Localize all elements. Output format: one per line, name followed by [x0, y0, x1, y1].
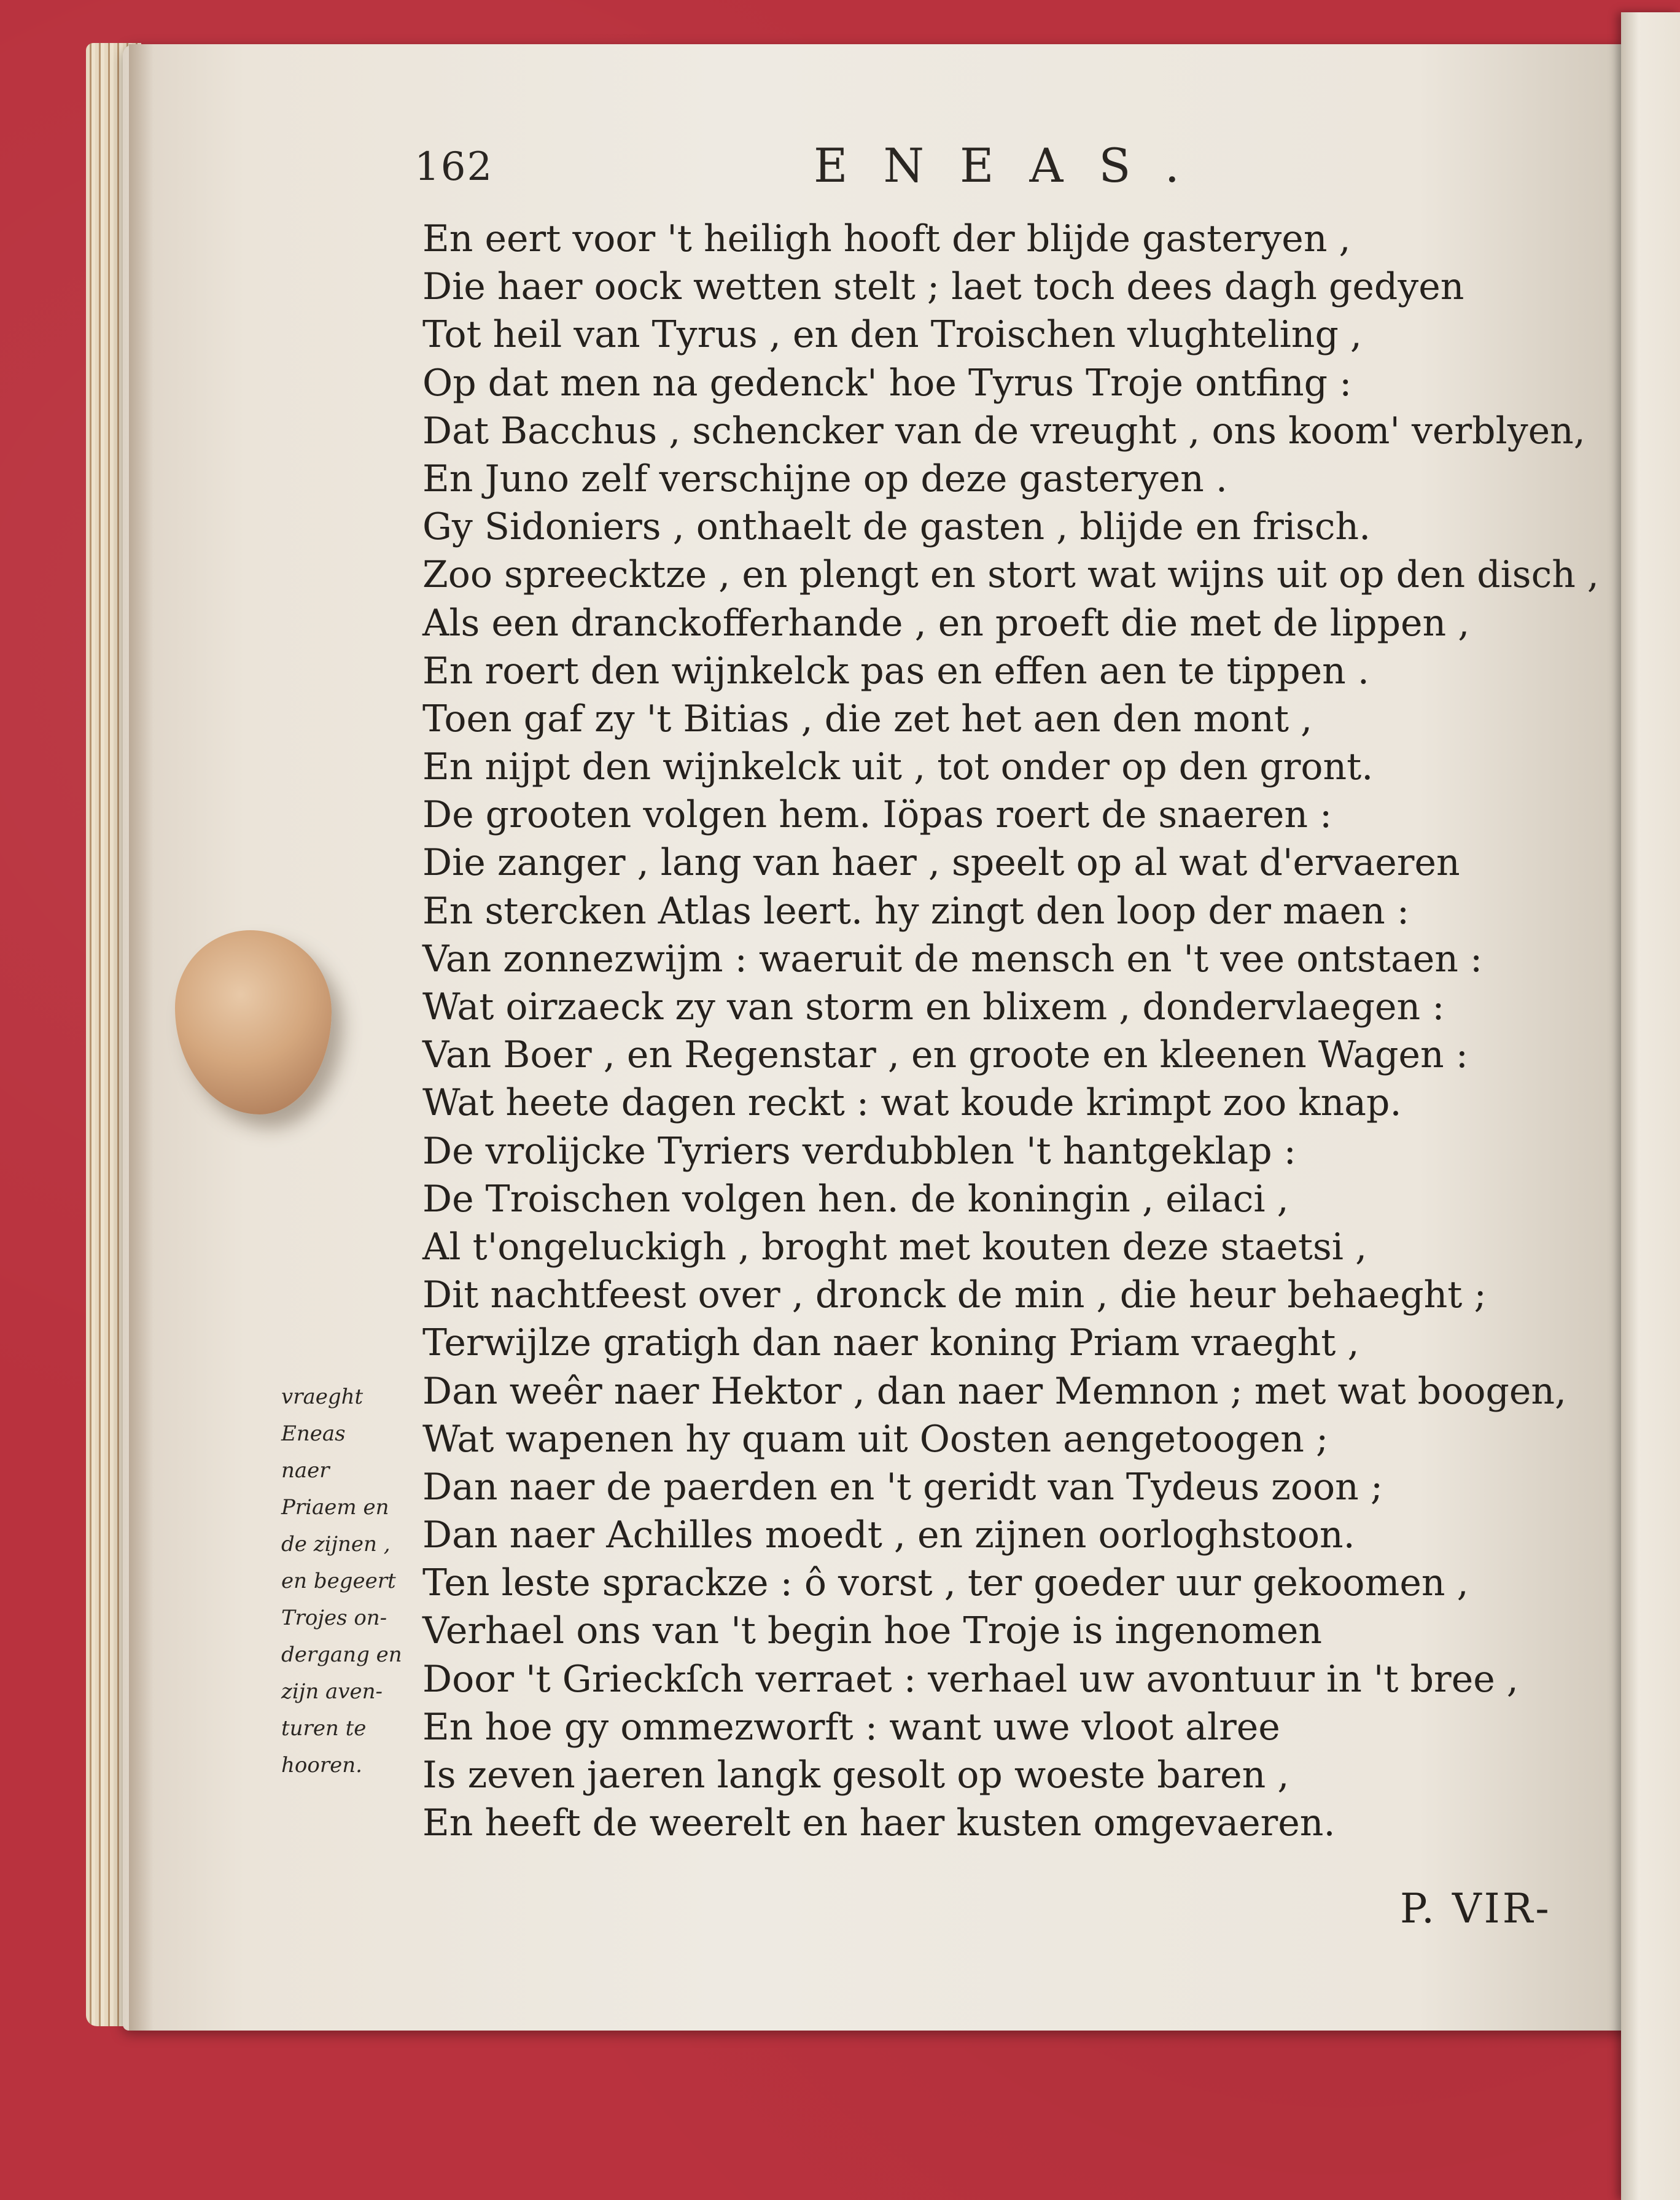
margin-note-line: vraeght — [281, 1385, 364, 1409]
poem-line: Wat heete dagen reckt : wat koude krimpt zoo knap. — [422, 1081, 1402, 1125]
poem-line: Die haer oock wetten stelt ; laet toch dees dagh gedyen — [422, 265, 1464, 309]
margin-note-line: en begeert — [281, 1569, 396, 1593]
poem-line: Verhael ons van 't begin hoe Troje is ingenomen — [422, 1609, 1323, 1653]
facing-page-edge — [1621, 12, 1680, 2200]
poem-line: Dit nachtfeest over , dronck de min , die heur behaeght ; — [422, 1273, 1487, 1317]
poem-line: Wat wapenen hy quam uit Oosten aengetoogen ; — [422, 1417, 1329, 1461]
poem-line: Op dat men na gedenck' hoe Tyrus Troje ontfing : — [422, 361, 1352, 405]
poem-line: En Juno zelf verschijne op deze gasteryen . — [422, 457, 1227, 500]
poem-text — [422, 215, 1620, 1847]
poem-line: Al t'ongeluckigh , broght met kouten deze staetsi , — [422, 1225, 1367, 1269]
margin-note-line: zijn aven- — [281, 1679, 383, 1704]
poem-line: Van Boer , en Regenstar , en groote en kleenen Wagen : — [422, 1033, 1468, 1077]
page-number: 162 — [414, 144, 494, 190]
poem-line: Dan naer de paerden en 't geridt van Tydeus zoon ; — [422, 1465, 1383, 1509]
poem-line: En hoe gy ommezworft : want uwe vloot alree — [422, 1705, 1280, 1749]
poem-line: Gy Sidoniers , onthaelt de gasten , blijde en frisch. — [422, 505, 1371, 549]
margin-note-line: Trojes on- — [281, 1606, 387, 1630]
poem-line: Dan weêr naer Hektor , dan naer Memnon ; met wat boogen, — [422, 1369, 1567, 1413]
poem-line: De grooten volgen hem. Iöpas roert de snaeren : — [422, 793, 1332, 837]
poem-line: Door 't Grieckſch verraet : verhael uw avontuur in 't bree , — [422, 1657, 1519, 1701]
poem-line: Ten leste sprackze : ô vorst , ter goeder uur gekoomen , — [422, 1561, 1469, 1605]
poem-line: Tot heil van Tyrus , en den Troischen vlughteling , — [422, 313, 1362, 357]
poem-line: De vrolijcke Tyriers verdubblen 't hantgeklap : — [422, 1129, 1296, 1173]
margin-note-line: Eneas — [281, 1421, 346, 1446]
poem-line: En nijpt den wijnkelck uit , tot onder op den gront. — [422, 745, 1374, 789]
page-header — [414, 138, 1593, 193]
poem-line: Zoo spreecktze , en plengt en stort wat wijns uit op den disch , — [422, 553, 1599, 597]
margin-note-line: Priaem en — [281, 1495, 389, 1520]
poem-line: En heeft de weerelt en haer kusten omgevaeren. — [422, 1802, 1336, 1845]
margin-note-line: naer — [281, 1458, 330, 1483]
poem-line: Wat oirzaeck zy van storm en blixem , dondervlaegen : — [422, 985, 1445, 1028]
catchword: P. VIR- — [1400, 1885, 1552, 1932]
margin-note-line: de zijnen , — [281, 1532, 391, 1557]
poem-line: Als een dranckofferhande , en proeft die met de lippen , — [422, 601, 1470, 645]
poem-line: Dan naer Achilles moedt , en zijnen oorloghstoon. — [422, 1514, 1355, 1557]
running-title: ENEAS. — [814, 138, 1215, 193]
poem-line: En roert den wijnkelck pas en effen aen te tippen . — [422, 649, 1369, 693]
poem-line: Terwijlze gratigh dan naer koning Priam vraeght , — [422, 1321, 1359, 1365]
poem-line: Die zanger , lang van haer , speelt op al wat d'ervaeren — [422, 841, 1460, 885]
margin-note-line: dergang en — [281, 1642, 402, 1667]
poem-line: Dat Bacchus , schencker van de vreught , ons koom' verblyen, — [422, 409, 1585, 453]
margin-note-line: turen te — [281, 1716, 367, 1741]
poem-line: En stercken Atlas leert. hy zingt den loop der maen : — [422, 889, 1410, 933]
poem-line: De Troischen volgen hen. de koningin , eilaci , — [422, 1177, 1289, 1221]
poem-line: En eert voor 't heiligh hooft der blijde gasteryen , — [422, 217, 1351, 260]
poem-line: Is zeven jaeren langk gesolt op woeste baren , — [422, 1754, 1289, 1797]
marginal-note — [281, 1378, 429, 1784]
margin-note-line: hooren. — [281, 1753, 362, 1778]
poem-line: Van zonnezwijm : waeruit de mensch en 't vee ontstaen : — [422, 937, 1483, 981]
poem-line: Toen gaf zy 't Bitias , die zet het aen den mont , — [422, 697, 1313, 740]
